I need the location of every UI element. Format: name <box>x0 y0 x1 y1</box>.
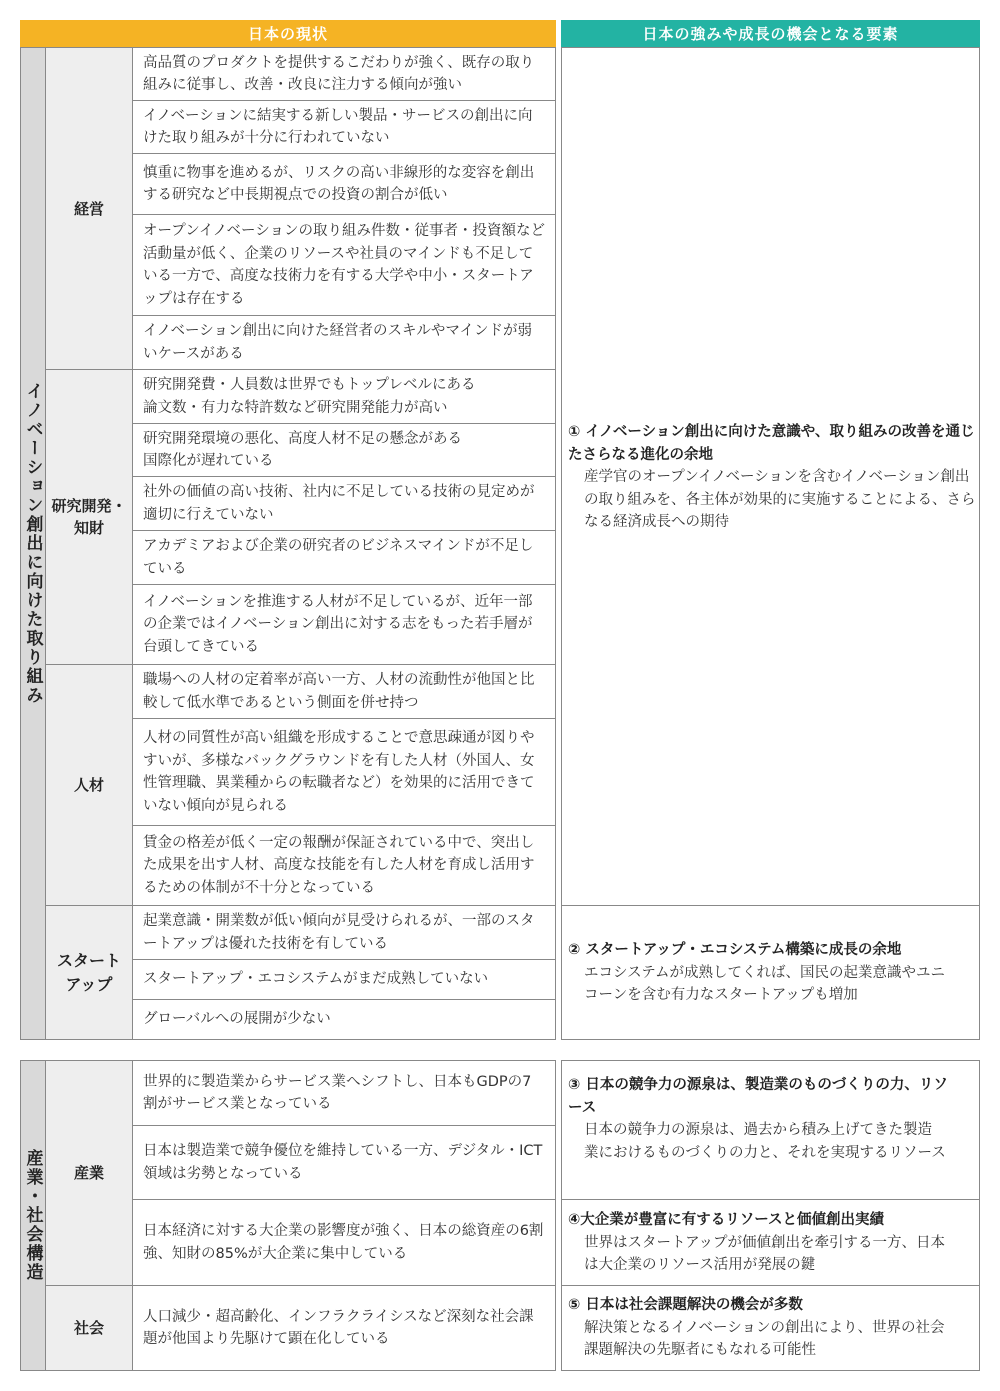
list-item: 職場への人材の定着率が高い一方、人材の流動性が他国と比較して低水準であるという側面を併せ持つ <box>132 664 556 719</box>
category-startup <box>45 905 133 1040</box>
strength-title: ③ 日本の競争力の源泉は、製造業のものづくりの力、リソース <box>568 1077 948 1116</box>
category-rnd-ip-text: 研究開発・知財 <box>51 497 127 537</box>
list-item: 研究開発費・人員数は世界でもトップレベルにある 論文数・有力な特許数など研究開発能力が高い <box>132 369 556 424</box>
list-item: アカデミアおよび企業の研究者のビジネスマインドが不足している <box>132 530 556 585</box>
category-startup-text: スタートアップ <box>56 950 121 994</box>
strength-body: 世界はスタートアップが価値創出を牽引する一方、日本は大企業のリソース活用が発展の鍵 <box>584 1234 946 1273</box>
strength-text-5 <box>568 1294 976 1362</box>
category-rnd-ip <box>45 369 133 665</box>
category-management: 経営 <box>45 47 133 370</box>
list-item: 日本経済に対する大企業の影響度が強く、日本の総資産の6割強、知財の85%が大企業に集中している <box>132 1199 556 1286</box>
list-item: イノベーション創出に向けた経営者のスキルやマインドが弱いケースがある <box>132 315 556 370</box>
category-talent: 人材 <box>45 664 133 906</box>
list-item: スタートアップ・エコシステムがまだ成熟していない <box>132 959 556 1000</box>
strength-title: ② スタートアップ・エコシステム構築に成長の余地 <box>568 942 902 958</box>
strength-body: 日本の競争力の源泉は、過去から積み上げてきた製造業におけるものづくりの力と、それを実現するリソース <box>584 1122 946 1161</box>
strength-text-3 <box>568 1074 976 1164</box>
list-item: 人材の同質性が高い組織を形成することで意思疎通が図りやすいが、多様なバックグラウンドを有した人材（外国人、女性管理職、異業種からの転職者など）を効果的に活用できていない傾向が見られる <box>132 718 556 826</box>
list-item: 起業意識・開業数が低い傾向が見受けられるが、一部のスタートアップは優れた技術を有している <box>132 905 556 960</box>
strength-text-1 <box>568 421 976 534</box>
list-item: 慎重に物事を進めるが、リスクの高い非線形的な変容を創出する研究など中長期視点での投資の割合が低い <box>132 153 556 215</box>
list-item: 社外の価値の高い技術、社内に不足している技術の見定めが適切に行えていない <box>132 476 556 531</box>
strength-text-4 <box>568 1209 976 1277</box>
list-item: イノベーションに結実する新しい製品・サービスの創出に向けた取り組みが十分に行われていない <box>132 100 556 154</box>
list-item: 賃金の格差が低く一定の報酬が保証されている中で、突出した成果を出す人材、高度な技能を有した人材を育成し活用するための体制が不十分となっている <box>132 825 556 906</box>
list-item: 日本は製造業で競争優位を維持している一方、デジタル・ICT領域は劣勢となっている <box>132 1125 556 1200</box>
list-item: グローバルへの展開が少ない <box>132 999 556 1040</box>
strength-title: ⑤ 日本は社会課題解決の機会が多数 <box>568 1297 803 1313</box>
list-item: イノベーションを推進する人材が不足しているが、近年一部の企業ではイノベーション創出に対する志をもった若手層が台頭してきている <box>132 584 556 665</box>
strength-body: 産学官のオープンイノベーションを含むイノベーション創出の取り組みを、各主体が効果的に実施することによる、さらなる経済成長への期待 <box>584 469 976 530</box>
category-society: 社会 <box>45 1285 133 1371</box>
list-item: 高品質のプロダクトを提供するこだわりが強く、既存の取り組みに従事し、改善・改良に注力する傾向が強い <box>132 47 556 101</box>
list-item: 世界的に製造業からサービス業へシフトし、日本もGDPの7割がサービス業となっている <box>132 1060 556 1126</box>
list-item: 人口減少・超高齢化、インフラクライシスなど深刻な社会課題が他国より先駆けて顕在化している <box>132 1285 556 1371</box>
strength-title: ① イノベーション創出に向けた意識や、取り組みの改善を通じたさらなる進化の余地 <box>568 424 975 463</box>
list-item: 研究開発環境の悪化、高度人材不足の懸念がある 国際化が遅れている <box>132 423 556 477</box>
strength-text-2 <box>568 939 976 1007</box>
list-item: オープンイノベーションの取り組み件数・従事者・投資額など活動量が低く、企業のリソースや社員のマインドも不足している一方で、高度な技術力を有する大学や中小・スタートアップは存在する <box>132 214 556 316</box>
strength-body: 解決策となるイノベーションの創出により、世界の社会課題解決の先駆者にもなれる可能性 <box>584 1319 945 1358</box>
strength-body: エコシステムが成熟してくれば、国民の起業意識やユニコーンを含む有力なスタートアップも増加 <box>584 964 946 1003</box>
header-current-state: 日本の現状 <box>20 20 556 47</box>
section2-label: 産業・社会構造 <box>20 1060 46 1371</box>
strength-title: ④大企業が豊富に有するリソースと価値創出実績 <box>568 1212 885 1228</box>
section1-label: イノベーション創出に向けた取り組み <box>20 47 46 1040</box>
category-industry: 産業 <box>45 1060 133 1286</box>
header-strengths: 日本の強みや成長の機会となる要素 <box>561 20 980 47</box>
